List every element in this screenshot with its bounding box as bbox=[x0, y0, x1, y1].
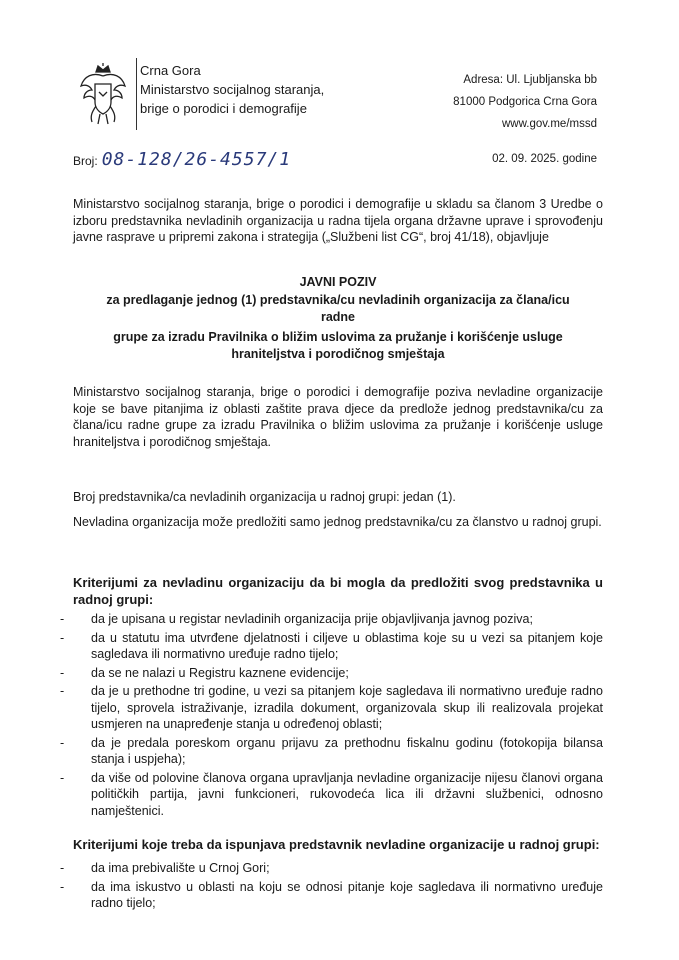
body-paragraph-3: Nevladina organizacija može predložiti samo jednog predstavnika/cu za članstvo u radnoj grupi. bbox=[73, 515, 602, 529]
list-dash: - bbox=[60, 735, 65, 750]
list-item bbox=[60, 860, 603, 877]
list-item-text: da je predala poreskom organu prijavu za prethodnu fiskalnu godinu (fotokopija bilansa stanja i uspjeha); bbox=[91, 735, 603, 766]
list-dash: - bbox=[60, 684, 65, 698]
list-item-text: da se ne nalazi u Registru kaznene evidencije; bbox=[91, 665, 349, 680]
org-line-ministry: Ministarstvo socijalnog staranja, bbox=[140, 81, 325, 97]
list-dash: - bbox=[60, 665, 65, 680]
document-title: JAVNI POZIV bbox=[299, 275, 377, 289]
list-item bbox=[60, 683, 603, 733]
document-date: 02. 09. 2025. godine bbox=[492, 153, 597, 165]
body-paragraph-1: Ministarstvo socijalnog staranja, brige o porodici i demografije poziva nevladine organizacije koje se bave pitanjima iz oblasti zaštite prava djece da predlože jednog predstavnika/cu za člana/icu radne grupe za izradu Pravilnika o bližim uslovima za pružanje i korišćenje usluge hraniteljstva i porodičnog smještaja. bbox=[73, 385, 603, 449]
list-item bbox=[60, 879, 603, 912]
list-item-text: da više od polovine članova organa upravljanja nevladine organizacije nijesu članovi organa političkih partija, javni funkcioneri, rukovodeća lica ili državni službenici, odnosno namještenici. bbox=[91, 770, 603, 818]
address-block bbox=[377, 70, 597, 136]
reference-value: 08-128/26-4557/1 bbox=[101, 149, 292, 170]
list-item bbox=[60, 735, 603, 768]
address-street: Adresa: Ul. Ljubljanska bb bbox=[463, 74, 597, 86]
address-city: 81000 Podgorica Crna Gora bbox=[453, 95, 597, 108]
address-website: www.gov.me/mssd bbox=[501, 117, 597, 130]
list-item bbox=[60, 770, 603, 820]
list-item-text: da je upisana u registar nevladinih organizacija prije objavljivanja javnog poziva; bbox=[91, 612, 533, 626]
org-criteria-heading: Kriterijumi za nevladinu organizaciju da bi mogla da predložiti svog predstavnika u radnoj grupi: bbox=[73, 575, 603, 608]
organization-name bbox=[140, 62, 360, 119]
coat-of-arms-icon bbox=[78, 62, 128, 126]
org-criteria-list bbox=[60, 611, 603, 821]
reference-number bbox=[73, 148, 291, 172]
reference-label: Broj: bbox=[73, 154, 98, 168]
list-item bbox=[60, 611, 603, 628]
list-item-text: da ima iskustvo u oblasti na koju se odnosi pitanje koje sagledava ili normativno uređuje radno tijelo; bbox=[91, 879, 603, 910]
org-line-country: Crna Gora bbox=[140, 63, 201, 78]
list-item-text: da ima prebivalište u Crnoj Gori; bbox=[91, 861, 270, 875]
list-dash: - bbox=[60, 861, 65, 875]
list-item bbox=[60, 665, 603, 682]
list-dash: - bbox=[60, 630, 65, 645]
list-dash: - bbox=[60, 612, 65, 626]
body-paragraph-2: Broj predstavnika/ca nevladinih organizacija u radnoj grupi: jedan (1). bbox=[73, 490, 456, 504]
document-subtitle-1: za predlaganje jednog (1) predstavnika/cu nevladinih organizacija za člana/icu radne bbox=[106, 293, 570, 324]
list-item-text: da u statutu ima utvrđene djelatnosti i ciljeve u oblastima koje su u vezi sa pitanjem koje sagledava ili normativno uređuje radno tijelo; bbox=[91, 630, 603, 661]
intro-paragraph: Ministarstvo socijalnog staranja, brige o porodici i demografije u skladu sa članom 3 Uredbe o izboru predstavnika nevladinih organizacija u radna tijela organa državne uprave i sprovođenju javne rasprave u pripremi zakona i strategija („Službeni list CG“, broj 41/18), objavljuje bbox=[73, 197, 603, 244]
list-item bbox=[60, 630, 603, 663]
rep-criteria-list bbox=[60, 860, 603, 914]
rep-criteria-heading: Kriterijumi koje treba da ispunjava predstavnik nevladine organizacije u radnoj grupi: bbox=[73, 837, 600, 852]
list-dash: - bbox=[60, 770, 65, 785]
org-line-ministry-cont: brige o porodici i demografije bbox=[140, 100, 307, 116]
document-subtitle-2: grupe za izradu Pravilnika o bližim uslovima za pružanje i korišćenje usluge hraniteljstva i porodičnog smještaja bbox=[113, 330, 563, 361]
list-dash: - bbox=[60, 879, 65, 894]
header-divider bbox=[136, 58, 137, 130]
list-item-text: da je u prethodne tri godine, u vezi sa pitanjem koje sagledava ili normativno uređuje radno tijelo, sprovela istraživanje, izradila dokument, organizovala skup ili realizovala projekat usmjeren na unapređenje stanja u određenoj oblasti; bbox=[91, 684, 603, 731]
